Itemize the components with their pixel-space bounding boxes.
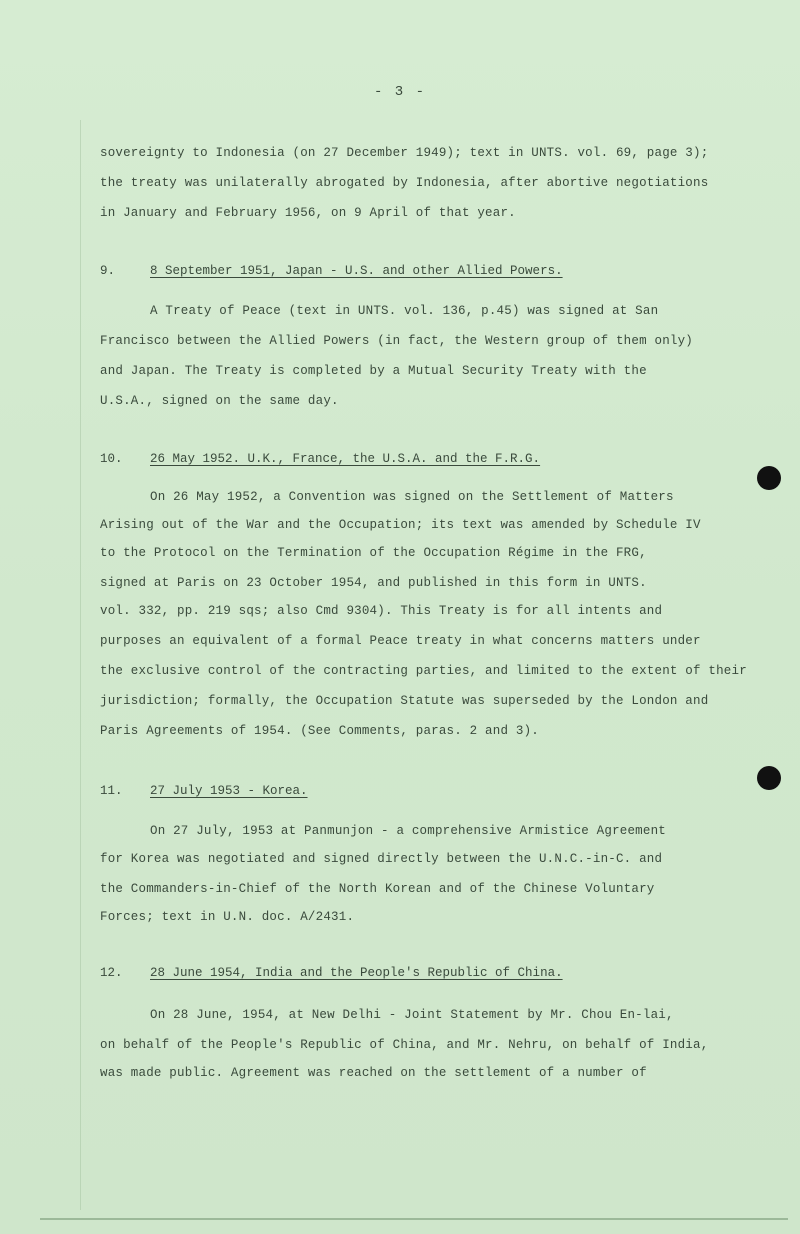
- section-number: 11.: [100, 784, 123, 798]
- section-line: the Commanders-in-Chief of the North Korean and of the Chinese Voluntary: [100, 882, 655, 896]
- section-line: Francisco between the Allied Powers (in fact, the Western group of them only): [100, 334, 693, 348]
- section-line: Forces; text in U.N. doc. A/2431.: [100, 910, 355, 924]
- section-heading: 27 July 1953 - Korea.: [150, 784, 308, 798]
- section-line: on behalf of the People's Republic of China, and Mr. Nehru, on behalf of India,: [100, 1038, 709, 1052]
- section-line: to the Protocol on the Termination of the Occupation Régime in the FRG,: [100, 546, 647, 560]
- intro-line: sovereignty to Indonesia (on 27 December 1949); text in UNTS. vol. 69, page 3);: [100, 146, 709, 160]
- section-number: 12.: [100, 966, 123, 980]
- section-line: signed at Paris on 23 October 1954, and published in this form in UNTS.: [100, 576, 647, 590]
- section-heading: 28 June 1954, India and the People's Republic of China.: [150, 966, 563, 980]
- section-line: purposes an equivalent of a formal Peace treaty in what concerns matters under: [100, 634, 701, 648]
- bottom-rule: [40, 1218, 788, 1220]
- section-heading: 8 September 1951, Japan - U.S. and other Allied Powers.: [150, 264, 563, 278]
- section-line: On 27 July, 1953 at Panmunjon - a comprehensive Armistice Agreement: [150, 824, 666, 838]
- section-number: 9.: [100, 264, 116, 278]
- intro-line: in January and February 1956, on 9 April of that year.: [100, 206, 516, 220]
- margin-rule: [80, 120, 81, 1210]
- section-line: jurisdiction; formally, the Occupation Statute was superseded by the London and: [100, 694, 709, 708]
- page-number: - 3 -: [373, 84, 426, 100]
- section-line: Paris Agreements of 1954. (See Comments, paras. 2 and 3).: [100, 724, 539, 738]
- section-line: A Treaty of Peace (text in UNTS. vol. 136, p.45) was signed at San: [150, 304, 659, 318]
- section-line: the exclusive control of the contracting parties, and limited to the extent of their: [100, 664, 747, 678]
- section-line: Arising out of the War and the Occupation; its text was amended by Schedule IV: [100, 518, 701, 532]
- section-line: was made public. Agreement was reached on the settlement of a number of: [100, 1066, 647, 1080]
- section-line: U.S.A., signed on the same day.: [100, 394, 339, 408]
- intro-line: the treaty was unilaterally abrogated by Indonesia, after abortive negotiations: [100, 176, 709, 190]
- section-line: On 26 May 1952, a Convention was signed on the Settlement of Matters: [150, 490, 674, 504]
- section-line: for Korea was negotiated and signed directly between the U.N.C.-in-C. and: [100, 852, 663, 866]
- section-line: and Japan. The Treaty is completed by a Mutual Security Treaty with the: [100, 364, 647, 378]
- section-heading: 26 May 1952. U.K., France, the U.S.A. and the F.R.G.: [150, 452, 541, 466]
- punch-hole-lower: [757, 766, 781, 790]
- section-number: 10.: [100, 452, 123, 466]
- section-line: On 28 June, 1954, at New Delhi - Joint Statement by Mr. Chou En-lai,: [150, 1008, 674, 1022]
- section-line: vol. 332, pp. 219 sqs; also Cmd 9304). This Treaty is for all intents and: [100, 604, 663, 618]
- punch-hole-upper: [757, 466, 781, 490]
